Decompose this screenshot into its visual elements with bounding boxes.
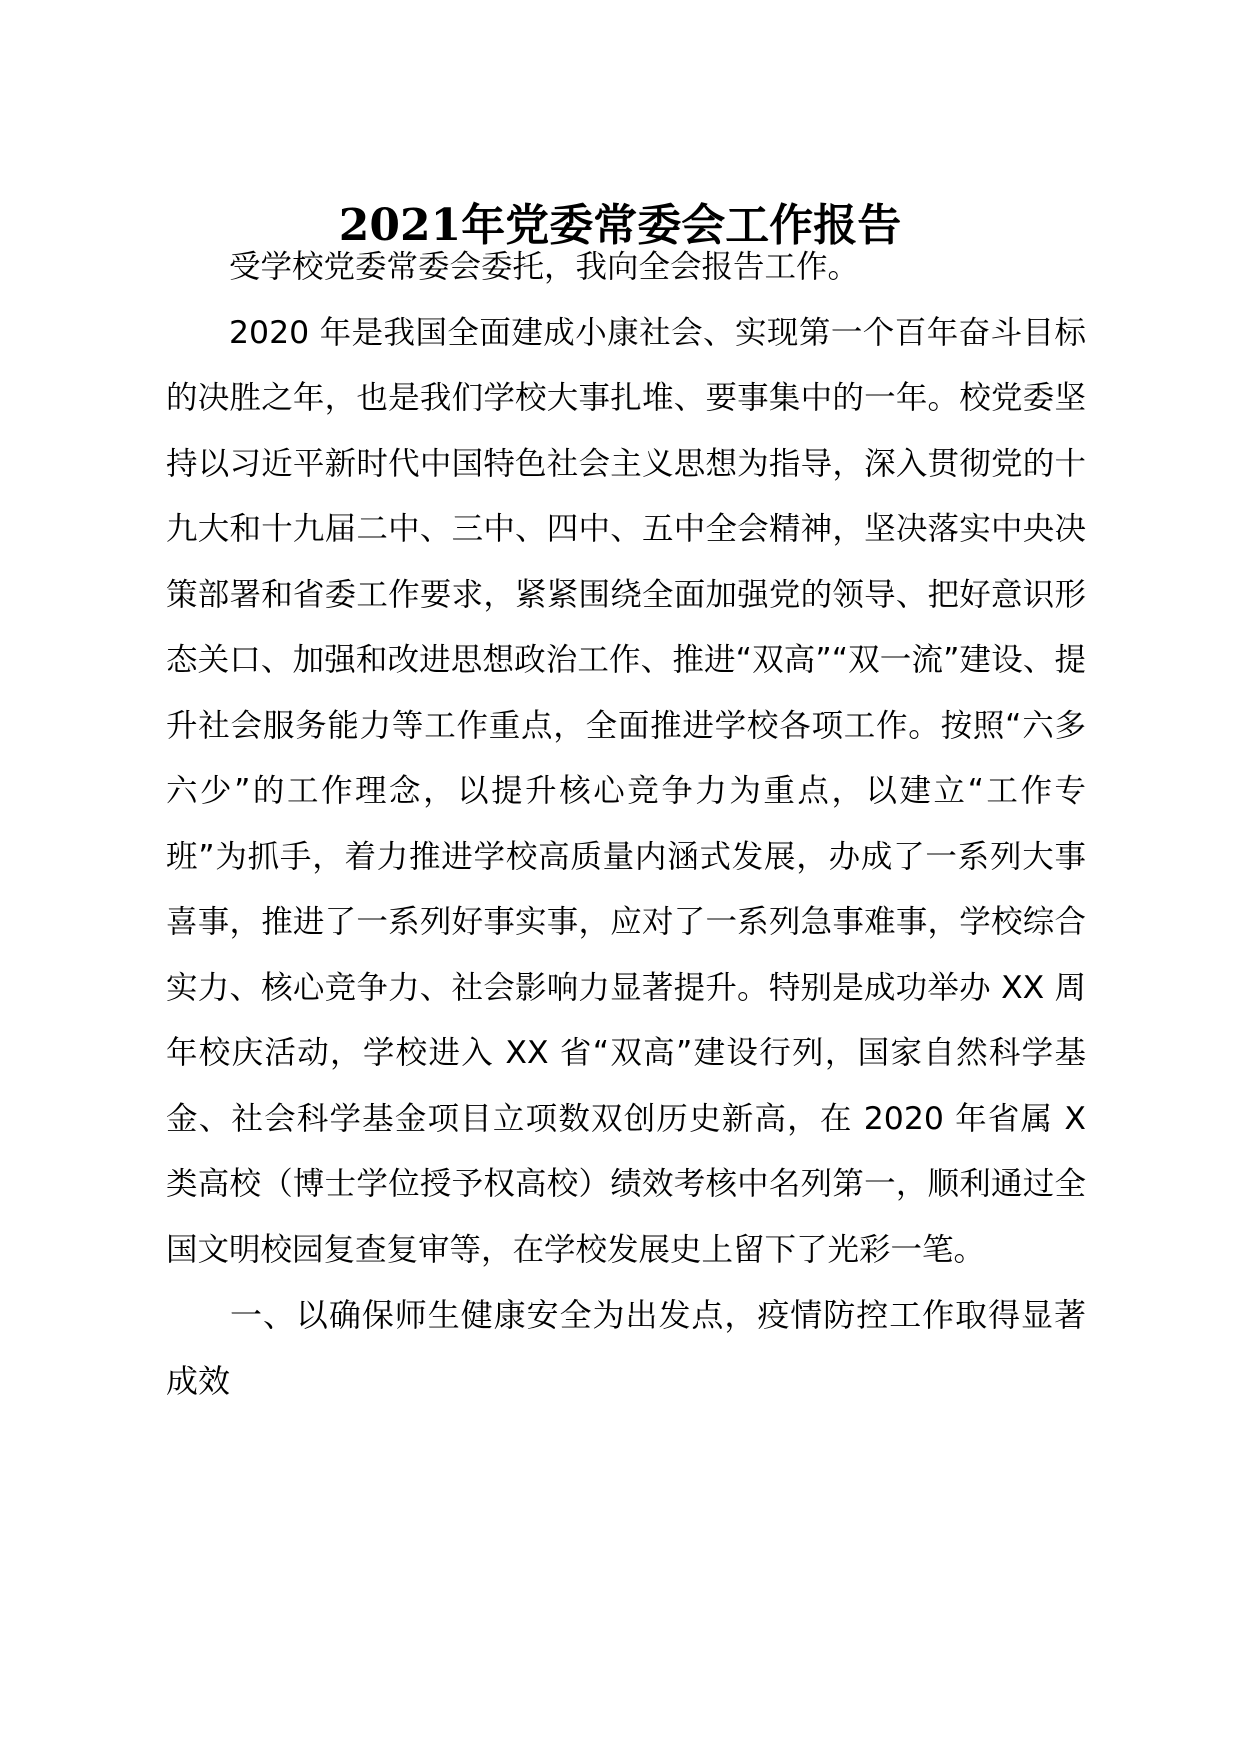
intro-paragraph: 受学校党委常委会委托，我向全会报告工作。 xyxy=(229,249,860,285)
summary-paragraph: 2020 年是我国全面建成小康社会、实现第一个百年奋斗目标的决胜之年，也是我们学校大事扎堆、要事集中的一年。校党委坚持以习近平新时代中国特色社会主义思想为指导，深入贯彻党的十九大和十九届二中、三中、四中、五中全会精神，坚决落实中央决策部署和省委工作要求，紧紧围绕全面加强党的领导、把好意识形态关口、加强和改进思想政治工作、推进“双高”“双一流”建设、提升社会服务能力等工作重点，全面推进学校各项工作。按照“六多六少”的工作理念，以提升核心竞争力为重点，以建立“工作专班”为抓手，着力推进学校高质量内涵式发展，办成了一系列大事喜事，推进了一系列好事实事，应对了一系列急事难事，学校综合实力、核心竞争力、社会影响力显著提升。特别是成功举办 XX 周年校庆活动，学校进入 XX 省“双高”建设行列，国家自然科学基金、社会科学基金项目立项数双创历史新高，在 2020 年省属 X 类高校（博士学位授予权高校）绩效考核中名列第一，顺利通过全国文明校园复查复审等，在学校发展史上留下了光彩一笔。 xyxy=(166,314,1086,1268)
section-heading: 一、以确保师生健康安全为出发点，疫情防控工作取得显著成效 xyxy=(166,1296,1086,1400)
document-body xyxy=(166,235,1086,1414)
document-title: 2021年党委常委会工作报告 xyxy=(338,200,902,251)
